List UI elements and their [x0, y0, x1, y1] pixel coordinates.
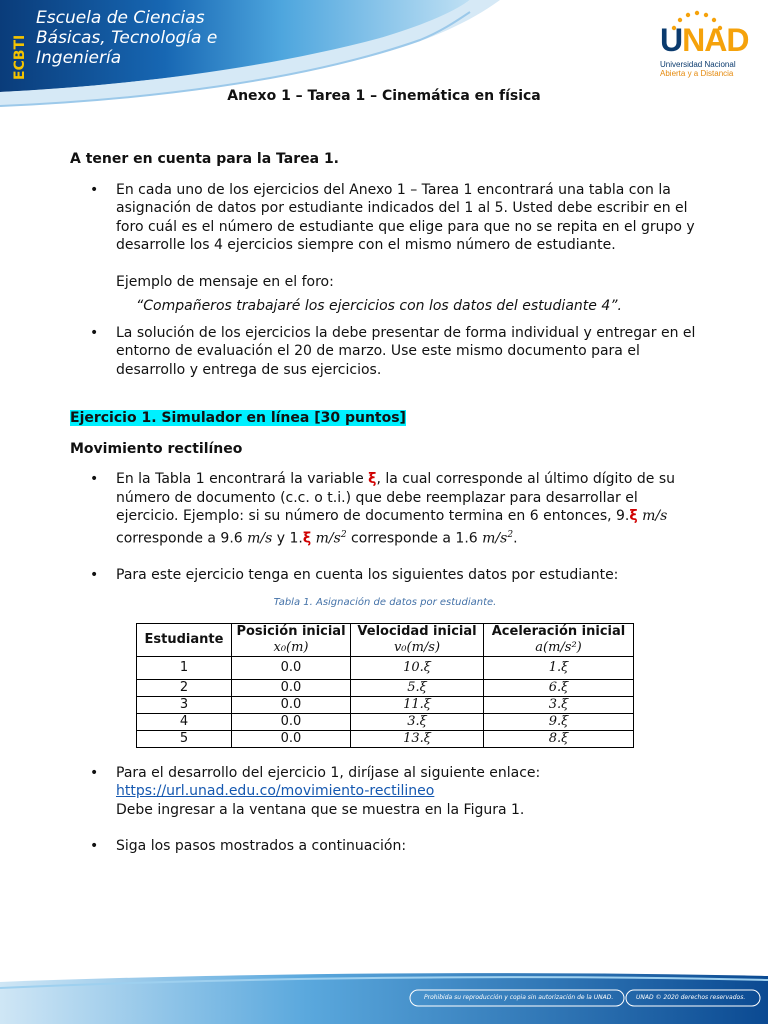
exercise-list — [70, 470, 700, 584]
notes-bullet-2: • La solución de los ejercicios la debe presentar de forma individual y entregar en el entorno de evaluación el 20 de marzo. Use este mismo documento para el desarrollo y entrega de sus ejercicios. — [70, 324, 700, 380]
logo-subtitle: Universidad Nacional Abierta y a Distancia — [660, 60, 736, 78]
notes-list — [70, 181, 700, 380]
simulator-link[interactable]: https://url.unad.edu.co/movimiento-rectilineo — [116, 783, 435, 800]
col-velocidad: Velocidad inicial v₀(m/s) — [351, 623, 484, 656]
exercise-list-2 — [70, 764, 700, 856]
footer-copyright-notice: Prohibida su reproducción y copia sin autorización de la UNAD. — [424, 994, 614, 1001]
col-posicion: Posición inicial x₀(m) — [232, 623, 351, 656]
col-estudiante: Estudiante — [137, 623, 232, 656]
notes-bullet-1: • En cada uno de los ejercicios del Anexo 1 – Tarea 1 encontrará una tabla con la asignación de datos por estudiante indicados del 1 al 5. Usted debe escribir en el foro cuál es el número de estudiante que elige para que no se repita en el grupo y desarrolle los 4 ejercicios siempre con el mismo número de estudiante. Ejemplo de mensaje en el foro: “Compañeros trabajaré los ejercicios con los datos del estudiante 4”. — [70, 181, 700, 316]
exercise-bullet-1: • En la Tabla 1 encontrará la variable ξ, la cual corresponde al último dígito de su número de documento (c.c. o t.i.) que debe reemplazar para desarrollar el ejercicio. Ejemplo: si su número de documento termina en 6 entonces, 9.ξ m/s corresponde a 9.6 m/s y 1.ξ $m/s^2$ corresponde a 1.6 $m/s^2$. — [70, 470, 700, 548]
exercise-heading-wrap — [70, 409, 700, 428]
exercise-subheading: Movimiento rectilíneo — [70, 440, 243, 457]
header-banner — [0, 0, 768, 130]
exercise-heading: Ejercicio 1. Simulador en línea [30 puntos] — [70, 410, 406, 426]
ecbti-label: ECBTI — [12, 34, 28, 80]
exercise-bullet-2: • Para este ejercicio tenga en cuenta los siguientes datos por estudiante: — [70, 566, 700, 585]
document-body — [70, 150, 700, 856]
unad-logo — [660, 16, 750, 86]
ecbti-vertical-logo — [4, 12, 32, 82]
table-row: 1 0.0 10.ξ 1.ξ — [137, 656, 634, 679]
data-table — [136, 623, 634, 748]
table-header-row — [137, 623, 634, 656]
example-quote: “Compañeros trabajaré los ejercicios con los datos del estudiante 4”. — [136, 298, 622, 314]
school-line-3: Ingeniería — [36, 48, 122, 68]
col-aceleracion: Aceleración inicial a(m/s²) — [484, 623, 634, 656]
table-row: 3 0.0 11.ξ 3.ξ — [137, 696, 634, 713]
footer-banner — [0, 970, 768, 1024]
footer-rights: UNAD © 2020 derechos reservados. — [636, 994, 746, 1001]
school-name — [36, 8, 217, 68]
table-caption: Tabla 1. Asignación de datos por estudiante. — [273, 597, 497, 609]
notes-heading: A tener en cuenta para la Tarea 1. — [70, 151, 340, 167]
logo-wordmark: UNAD — [660, 22, 749, 58]
table-row: 4 0.0 3.ξ 9.ξ — [137, 713, 634, 730]
page-title: Anexo 1 – Tarea 1 – Cinemática en física — [227, 88, 541, 104]
exercise-bullet-4: • Siga los pasos mostrados a continuación: — [70, 837, 700, 856]
exercise-bullet-3: • Para el desarrollo del ejercicio 1, diríjase al siguiente enlace: https://url.unad.edu.co/movimiento-rectilineo Debe ingresar a la ventana que se muestra en la Figura 1. — [70, 764, 700, 820]
example-intro: Ejemplo de mensaje en el foro: — [116, 273, 334, 290]
school-line-2: Básicas, Tecnología e — [36, 28, 218, 48]
table-row: 2 0.0 5.ξ 6.ξ — [137, 679, 634, 696]
school-line-1: Escuela de Ciencias — [36, 8, 205, 28]
table-row: 5 0.0 13.ξ 8.ξ — [137, 730, 634, 747]
